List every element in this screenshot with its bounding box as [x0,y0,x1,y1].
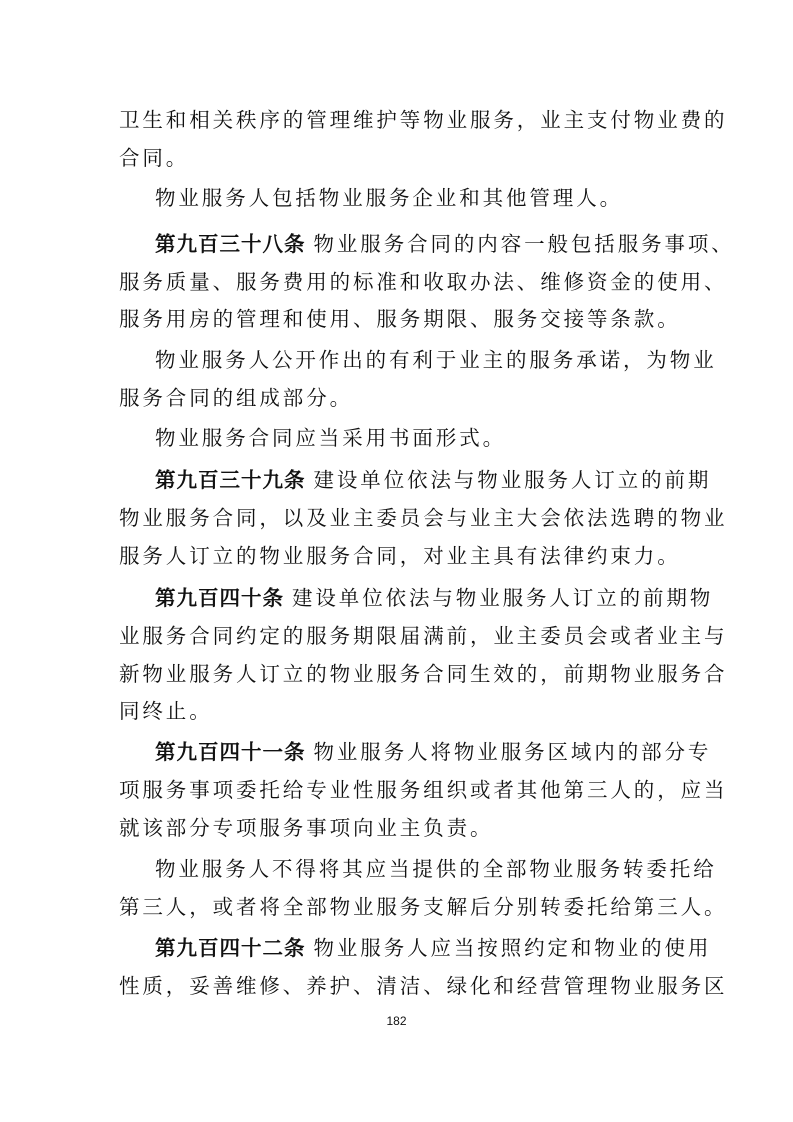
text-line: 性质，妥善维修、养护、清洁、绿化和经营管理物业服务区 [119,974,728,998]
text-line: 项服务事项委托给专业性服务组织或者其他第三人的，应当 [119,778,728,802]
text-line: 物业服务合同，以及业主委员会与业主大会依法选聘的物业 [119,506,728,530]
article-heading: 第九百四十条 [155,586,284,610]
text-line: 服务质量、服务费用的标准和收取办法、维修资金的使用、 [119,270,728,294]
page-number: 182 [386,1014,407,1028]
text-line: 业服务合同约定的服务期限届满前，业主委员会或者业主与 [119,624,728,648]
text-line: 物业服务合同应当采用书面形式。 [155,426,506,450]
article-heading: 第九百三十八条 [155,232,306,256]
article-heading: 第九百三十九条 [155,468,306,492]
text-line: 物业服务人不得将其应当提供的全部物业服务转委托给 [155,857,717,881]
text-line: 物业服务人公开作出的有利于业主的服务承诺，为物业 [155,348,717,372]
text-line: 就该部分专项服务事项向业主负责。 [119,816,494,840]
article-heading: 第九百四十一条 [155,740,306,764]
article-939-line: 第九百三十九条 建设单位依法与物业服务人订立的前期 [155,468,712,492]
article-942-line: 第九百四十二条 物业服务人应当按照约定和物业的使用 [155,936,712,960]
article-938-line: 第九百三十八条 物业服务合同的内容一般包括服务事项、 [155,232,735,256]
text-line: 服务合同的组成部分。 [119,386,353,410]
text-line: 物业服务人包括物业服务企业和其他管理人。 [155,186,623,210]
text-line: 卫生和相关秩序的管理维护等物业服务，业主支付物业费的 [119,108,728,132]
article-941-line: 第九百四十一条 物业服务人将物业服务区域内的部分专 [155,740,712,764]
text-line: 同终止。 [119,699,213,723]
text-line: 服务人订立的物业服务合同，对业主具有法律约束力。 [119,544,681,568]
text-line: 新物业服务人订立的物业服务合同生效的，前期物业服务合 [119,662,728,686]
text-line: 合同。 [119,146,190,170]
text-line: 服务用房的管理和使用、服务期限、服务交接等条款。 [119,307,681,331]
text-line: 第三人，或者将全部物业服务支解后分别转委托给第三人。 [119,895,728,919]
article-heading: 第九百四十二条 [155,936,306,960]
article-940-line: 第九百四十条 建设单位依法与物业服务人订立的前期物 [155,586,714,610]
